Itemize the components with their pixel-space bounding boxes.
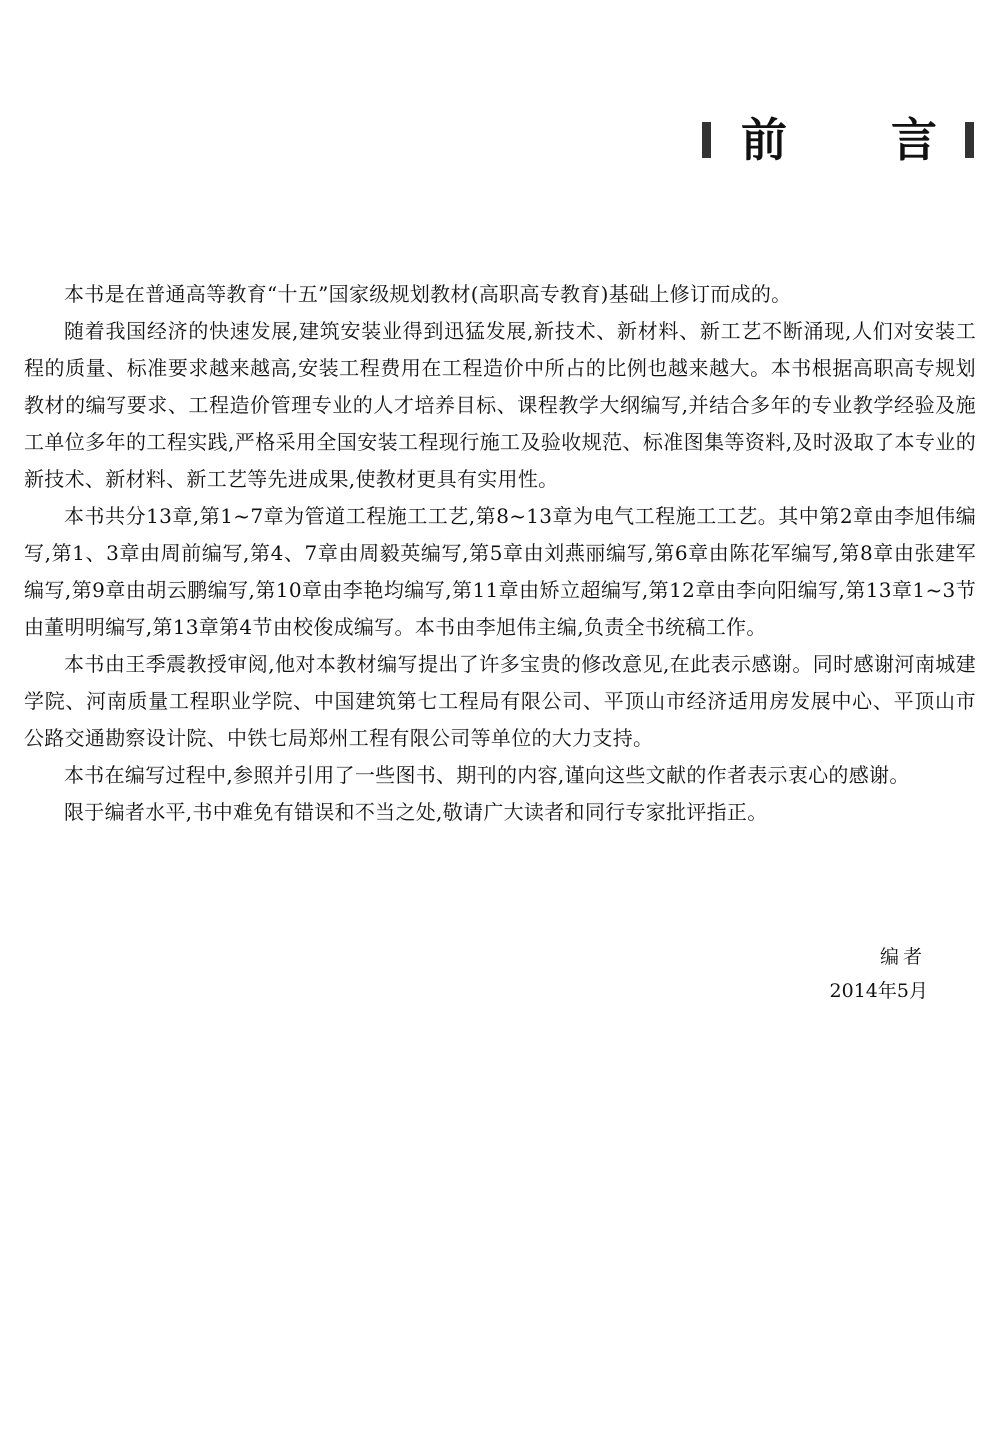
signature-block <box>830 940 928 1008</box>
paragraph-3: 本书共分13章,第1~7章为管道工程施工工艺,第8~13章为电气工程施工工艺。其中第2章由李旭伟编写,第1、3章由周前编写,第4、7章由周毅英编写,第5章由刘燕丽编写,第6章由陈花军编写,第8章由张建军编写,第9章由胡云鹏编写,第10章由李艳均编写,第11章由矫立超编写,第12章由李向阳编写,第13章1~3节由董明明编写,第13章第4节由校俊成编写。本书由李旭伟主编,负责全书统稿工作。 <box>24 504 976 639</box>
title-left-bar <box>702 122 711 158</box>
page-title <box>702 112 974 168</box>
author-signature: 编者 <box>879 946 926 968</box>
paragraph-1: 本书是在普通高等教育“十五”国家级规划教材(高职高专教育)基础上修订而成的。 <box>64 282 792 306</box>
signature-date: 2014年5月 <box>829 980 928 1002</box>
title-char-2: 言 <box>891 113 937 167</box>
title-char-1: 前 <box>741 113 787 167</box>
paragraph-5: 本书在编写过程中,参照并引用了一些图书、期刊的内容,谨向这些文献的作者表示衷心的感谢。 <box>64 763 910 787</box>
paragraph-4: 本书由王季震教授审阅,他对本教材编写提出了许多宝贵的修改意见,在此表示感谢。同时感谢河南城建学院、河南质量工程职业学院、中国建筑第七工程局有限公司、平顶山市经济适用房发展中心、平顶山市公路交通勘察设计院、中铁七局郑州工程有限公司等单位的大力支持。 <box>24 652 976 750</box>
preface-body <box>24 276 976 831</box>
title-right-bar <box>965 122 974 158</box>
paragraph-2: 随着我国经济的快速发展,建筑安装业得到迅猛发展,新技术、新材料、新工艺不断涌现,人们对安装工程的质量、标准要求越来越高,安装工程费用在工程造价中所占的比例也越来越大。本书根据高职高专规划教材的编写要求、工程造价管理专业的人才培养目标、课程教学大纲编写,并结合多年的专业教学经验及施工单位多年的工程实践,严格采用全国安装工程现行施工及验收规范、标准图集等资料,及时汲取了本专业的新技术、新材料、新工艺等先进成果,使教材更具有实用性。 <box>24 319 976 491</box>
paragraph-6: 限于编者水平,书中难免有错误和不当之处,敬请广大读者和同行专家批评指正。 <box>64 800 768 824</box>
